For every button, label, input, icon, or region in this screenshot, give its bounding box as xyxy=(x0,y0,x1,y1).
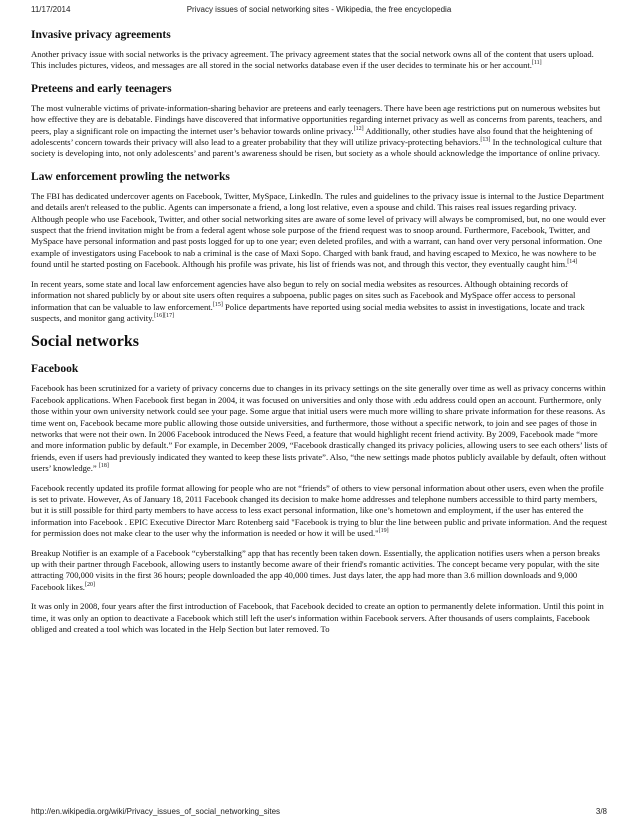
paragraph-invasive xyxy=(31,49,609,72)
heading-social-networks: Social networks xyxy=(31,333,139,351)
paragraph-preteens xyxy=(31,103,609,160)
paragraph-facebook-1 xyxy=(31,383,609,474)
ref-14[interactable]: [14] xyxy=(567,259,578,266)
text-invasive: Another privacy issue with social networks is the privacy agreement. The privacy agreement states that the social network owns all of the content that users upload. This includes pictures, videos, and messages are all stored in the social networks database even if the user decides to terminate his or her account. xyxy=(31,49,594,71)
heading-facebook: Facebook xyxy=(31,363,79,376)
print-date: 11/17/2014 xyxy=(31,5,71,14)
ref-11[interactable]: [11] xyxy=(531,60,542,67)
text-preteens-c: In the technological culture that society is developing into, not only adolescents’ and parent’s awareness should be risen, but society as a whole should acknowledge the importance of online privacy. xyxy=(31,137,602,159)
text-preteens-a: The most vulnerable victims of private-information-sharing behavior are preteens and early teenagers. There have been age restrictions put on numerous websites but how effective they are is debatable. Findings have discovered that informative opportunities regarding internet privacy as well as concerns from parents, teachers, and peers, play a significant role on impacting the internet user’s behavior towards online privacy. xyxy=(31,102,602,136)
text-preteens-b: Additionally, other studies have also found that the heightening of adolescents’ concern towards their privacy will also lead to a greater probability that they will utilize privacy-protecting behaviors. xyxy=(31,125,593,148)
heading-invasive-privacy: Invasive privacy agreements xyxy=(31,29,171,41)
ref-15[interactable]: [15] xyxy=(212,301,223,308)
text-law-1: The FBI has dedicated undercover agents on Facebook, Twitter, MySpace, LinkedIn. The rules and guidelines to the privacy issue is internal to the Justice Department and details aren't released to the public. Agents can impersonate a friend, a long lost relative, even a spouse and child. This raises real issues regarding privacy. Although people who use Facebook, Twitter, and other social networking sites are aware of some level of privacy will always be compromised, but, no one would ever suspect that the friend invitation might be from a federal agent whose sole purpose of the friend request was to snoop around. Furthermore, Facebook, Twitter, and MySpace have personal information and past posts logged for up to one year; even deleted profiles, and with a warrant, can hand over very personal information. One example of investigators using Facebook to nab a criminal is the case of Maxi Sopo. Charged with bank fraud, and having escaped to Mexico, he was nowhere to be found until he started posting on Facebook. Although his profile was private, his list of friends was not, and through this vector, they eventually caught him. xyxy=(31,190,606,270)
text-facebook-3: Breakup Notifier is an example of a Facebook “cyberstalking” app that has recently been taken down. Essentially, the application notifies users when a person breaks up with their partner through Facebook, allowing users to instantly become aware of their friend's romantic activities. The concept became very popular, with the site attracting 700,000 visits in the first 36 hours; people downloaded the app 40,000 times. Just days later, the app had more than 3.6 million downloads and 9,000 Facebook likes. xyxy=(31,547,600,592)
ref-19[interactable]: [19] xyxy=(378,528,389,535)
ref-13[interactable]: [13] xyxy=(480,137,491,144)
ref-16[interactable]: [16] xyxy=(154,313,165,320)
paragraph-facebook-3 xyxy=(31,548,609,594)
paragraph-facebook-2 xyxy=(31,483,609,540)
ref-12[interactable]: [12] xyxy=(353,125,364,132)
heading-law-enforcement: Law enforcement prowling the networks xyxy=(31,170,230,183)
page-number: 3/8 xyxy=(595,807,607,816)
ref-17[interactable]: [17] xyxy=(164,313,175,320)
text-law-2b: Police departments have reported using social media websites to assist in investigations, locate and track suspects, and monitor gang activity. xyxy=(31,301,585,323)
paragraph-law-2 xyxy=(31,279,609,325)
paragraph-law-1 xyxy=(31,191,609,271)
text-law-2a: In recent years, some state and local law enforcement agencies have also begun to rely on social media websites as resources. Although obtaining records of information not shared publicly by or about site users often requires a subpoena, public pages on sites such as Facebook and MySpace offer access to personal information that can be valuable to law enforcement. xyxy=(31,278,576,312)
print-url: http://en.wikipedia.org/wiki/Privacy_issues_of_social_networking_sites xyxy=(31,807,281,816)
print-header xyxy=(0,3,638,17)
print-footer xyxy=(0,805,638,819)
heading-preteens: Preteens and early teenagers xyxy=(31,82,172,95)
text-facebook-2: Facebook recently updated its profile format allowing for people who are not “friends” of others to view personal information about other users, even when the profile is set to private. However, As of January 18, 2011 Facebook changed its decision to make home addresses and telephone numbers accessible to third party members, but it is still possible for third party members to have access to less exact personal information, like one’s hometown and employment, if the user has entered the information into Facebook . EPIC Executive Director Marc Rotenberg said "Facebook is trying to blur the line between public and private information. And the request for permission does not make clear to the user why the information is needed or how it will be used." xyxy=(31,482,608,539)
ref-18[interactable]: [18] xyxy=(98,463,109,470)
print-page-title: Privacy issues of social networking sites - Wikipedia, the free encyclopedia xyxy=(186,5,452,14)
ref-20[interactable]: [20] xyxy=(84,581,95,588)
text-facebook-4: It was only in 2008, four years after the first introduction of Facebook, that Facebook decided to create an option to permanently delete information. Until this point in time, it was only an option to deactivate a Facebook which still left the user's information within Facebook servers. After thousands of users complaints, Facebook obliged and created a tool which was located in the Help Section but later removed. To xyxy=(31,601,604,635)
article-content xyxy=(31,22,609,802)
text-facebook-1: Facebook has been scrutinized for a variety of privacy concerns due to changes in its privacy settings on the site generally over time as well as privacy concerns within Facebook applications. When Facebook first began in 2004, it was focused on universities and only those with .edu address could open an account. Furthermore, only those within your own university network could see your page. Some argue that initial users were much more willing to share private information for these reasons. As time went on, Facebook became more public allowing those outside universities, and furthermore, those without a specific network, to join and see pages of those in networks that were not their own. In 2006 Facebook introduced the News Feed, a feature that would highlight recent friend activity. By 2009, Facebook made “more and more information public by default.” For example, in December 2009, “Facebook drastically changed its privacy policies, allowing users to see each others’ lists of friends, even if users had previously indicated they wanted to keep these lists private”. Also, “the new settings made photos publicly available by default, often without users’ knowledge.” xyxy=(31,383,608,474)
paragraph-facebook-4 xyxy=(31,601,609,635)
